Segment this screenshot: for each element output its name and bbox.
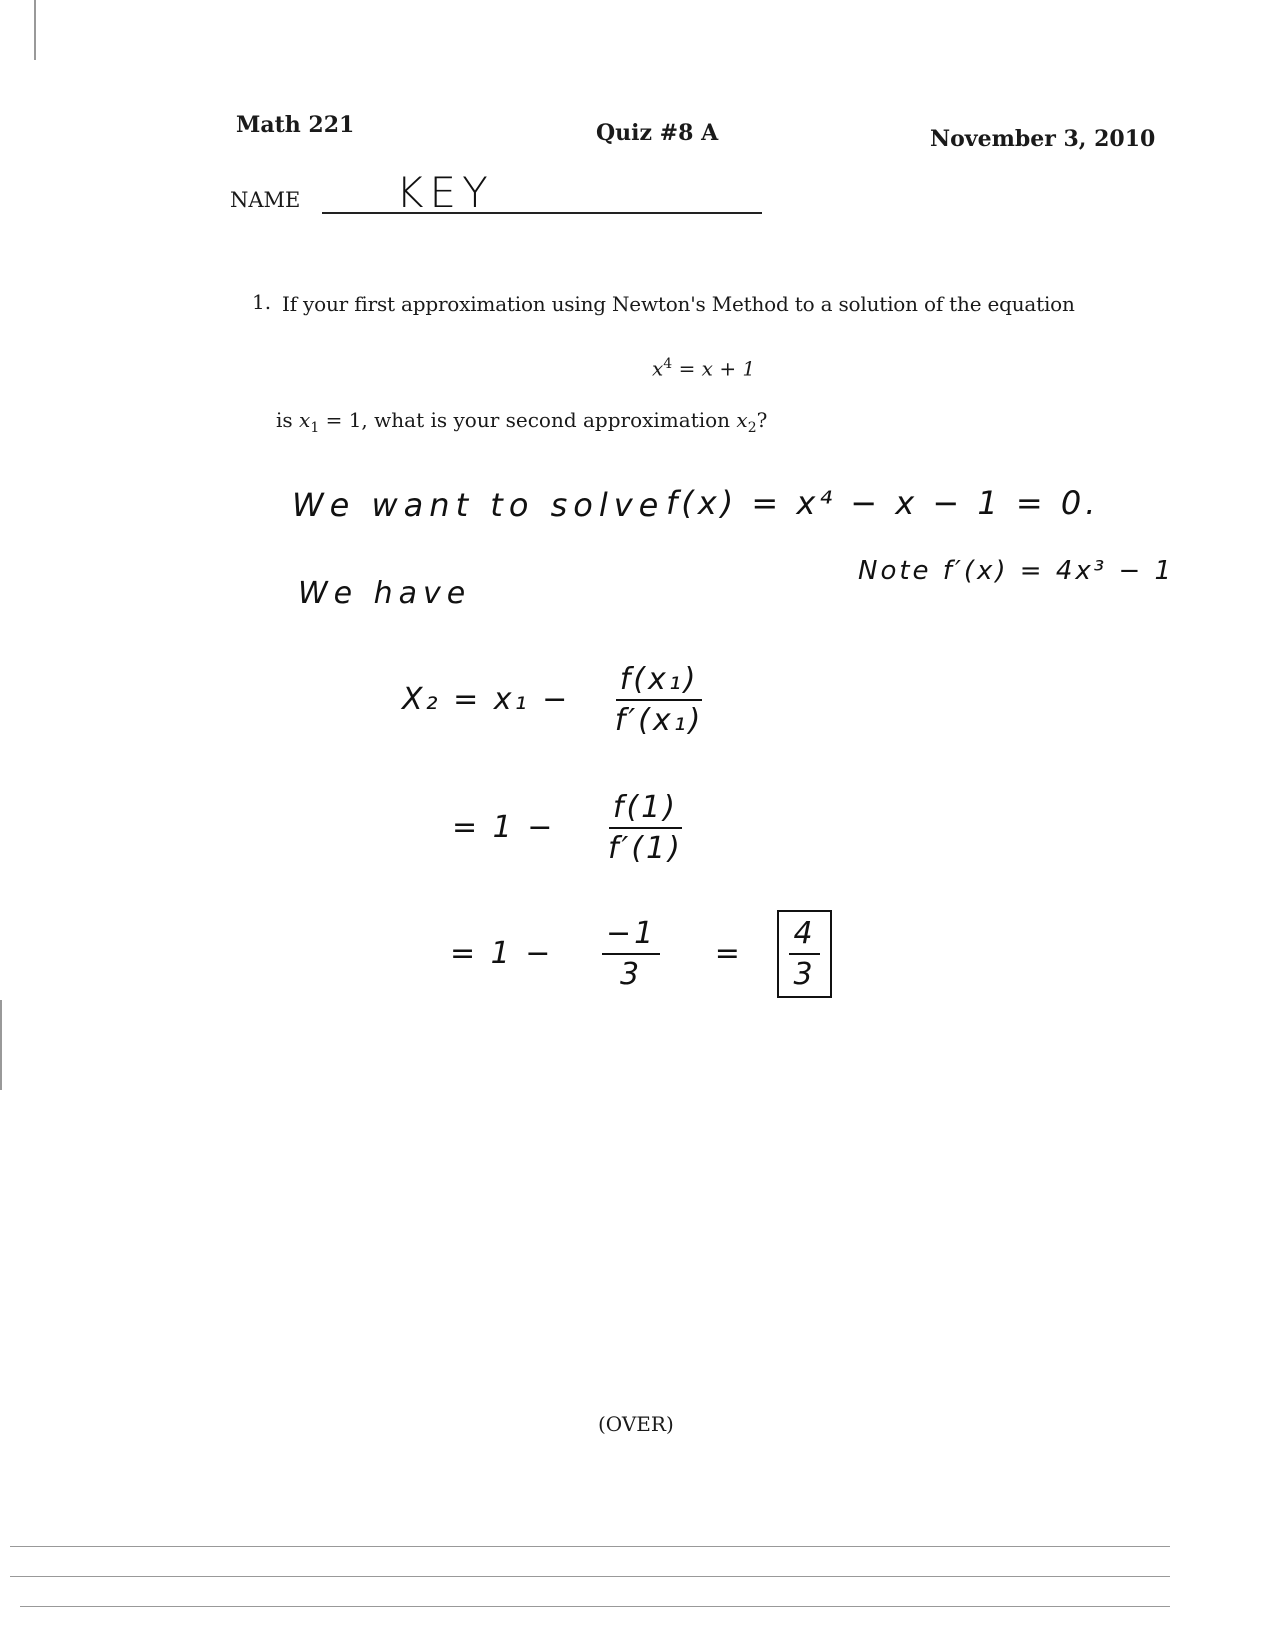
step1-denominator: f′(x₁) [614,703,704,738]
var-x1: x [299,408,311,432]
scan-line-1 [10,1546,1170,1547]
sub-2: 2 [747,420,757,436]
step2-numerator: f(1) [609,790,682,829]
problem-number: 1. [252,290,272,314]
equation-x: x [652,356,664,381]
answer-fraction [789,916,819,992]
answer-box [777,910,831,998]
step3-numerator: −1 [602,916,660,955]
equation-rhs: = x + 1 [678,356,756,381]
solution-line1: We want to solve [292,486,665,524]
scan-line-2 [10,1576,1170,1577]
equation-exponent: 4 [663,356,673,372]
text-pre: is [276,408,300,432]
solution-line2: We have [298,576,472,611]
step3-denominator: 3 [620,957,643,992]
name-label: NAME [230,188,301,212]
step2-lhs: = 1 − [452,809,556,845]
solution-step1 [402,662,707,738]
name-underline [322,212,762,214]
problem-equation [652,356,755,381]
scan-edge-left-lower [0,1000,2,1090]
var-x2: x [736,408,748,432]
over-label: (OVER) [598,1412,674,1436]
scan-edge-left [34,0,36,60]
step2-fraction [604,790,687,866]
course-title: Math 221 [236,112,355,138]
name-value: KEY [396,168,494,217]
step3-equals: = [714,935,743,971]
solution-step3 [450,910,832,998]
step1-numerator: f(x₁) [616,662,703,701]
solution-line1-equation: f(x) = x⁴ − x − 1 = 0. [666,484,1100,522]
step1-lhs: X₂ = x₁ − [402,681,571,717]
step3-lhs: = 1 − [450,935,554,971]
answer-numerator: 4 [789,916,819,955]
text-post: ? [756,408,768,432]
problem-text-line2 [276,408,767,436]
step3-fraction [602,916,660,992]
step2-denominator: f′(1) [607,831,683,866]
scan-line-3 [20,1606,1170,1607]
sub-1: 1 [310,420,320,436]
text-mid: = 1, what is your second approximation [319,408,737,432]
solution-note: Note f′(x) = 4x³ − 1 [858,556,1175,586]
solution-step2 [452,790,687,866]
quiz-date: November 3, 2010 [930,126,1156,152]
quiz-title: Quiz #8 A [596,120,719,146]
step1-fraction [611,662,708,738]
problem-text-line1: If your first approximation using Newton's Method to a solution of the equation [282,292,1075,316]
answer-denominator: 3 [793,957,816,992]
